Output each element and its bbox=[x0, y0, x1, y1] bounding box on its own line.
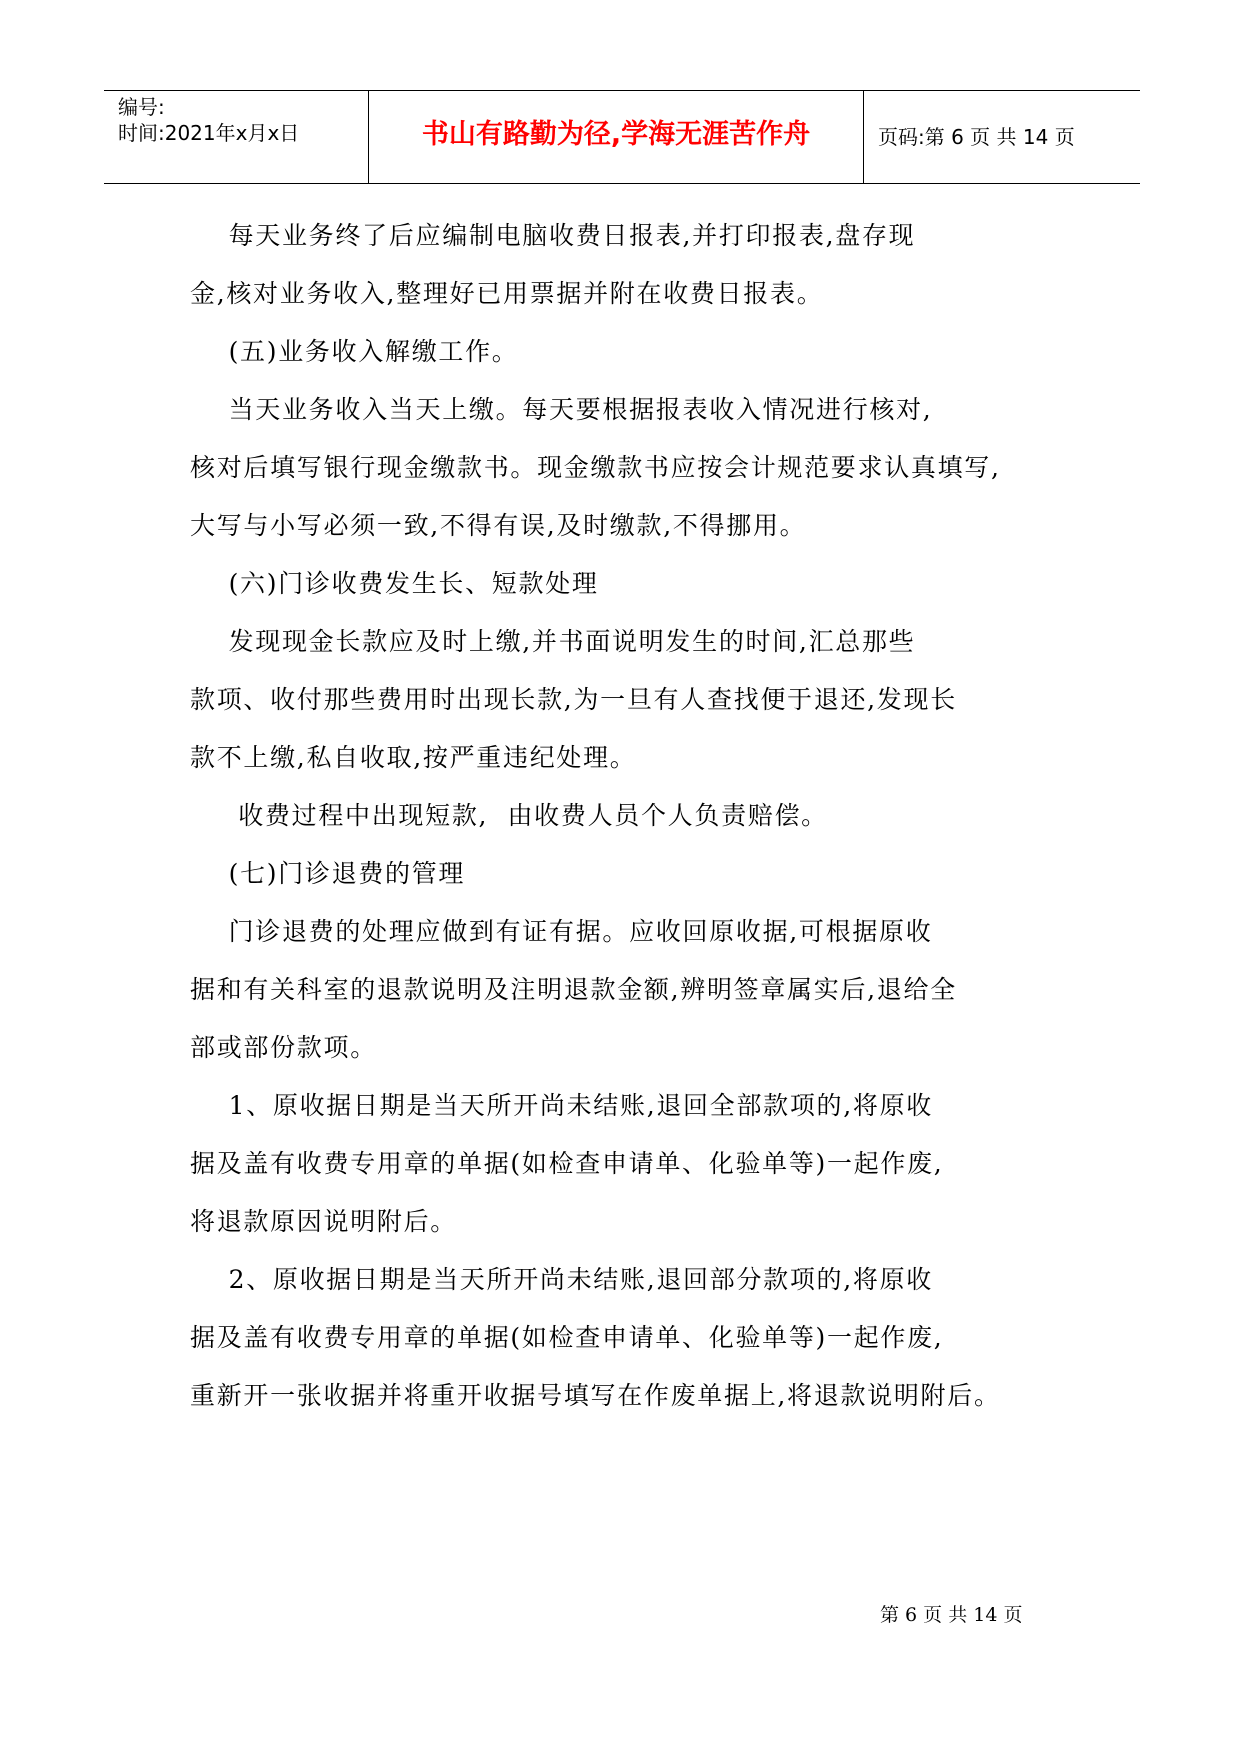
header-motto: 书山有路勤为径,学海无涯苦作舟 bbox=[421, 119, 811, 150]
header-motto-cell bbox=[369, 91, 864, 183]
body-line: 门诊退费的处理应做到有证有据。应收回原收据,可根据原收 bbox=[190, 917, 933, 946]
body-line: 2、原收据日期是当天所开尚未结账,退回部分款项的,将原收 bbox=[190, 1265, 933, 1294]
header-page-code: 页码:第 6 页 共 14 页 bbox=[878, 125, 1075, 149]
body-line: 金,核对业务收入,整理好已用票据并附在收费日报表。 bbox=[190, 279, 824, 308]
body-line: 据和有关科室的退款说明及注明退款金额,辨明签章属实后,退给全 bbox=[190, 975, 957, 1004]
body-line: 核对后填写银行现金缴款书。现金缴款书应按会计规范要求认真填写, bbox=[190, 453, 1001, 482]
section-heading: (五)业务收入解缴工作。 bbox=[190, 337, 519, 366]
body-line: 每天业务终了后应编制电脑收费日报表,并打印报表,盘存现 bbox=[190, 221, 916, 250]
body-line: 当天业务收入当天上缴。每天要根据报表收入情况进行核对, bbox=[190, 395, 933, 424]
body-line: 款项、收付那些费用时出现长款,为一旦有人查找便于退还,发现长 bbox=[190, 685, 957, 714]
body-line: 大写与小写必须一致,不得有误,及时缴款,不得挪用。 bbox=[190, 511, 807, 540]
body-line: 据及盖有收费专用章的单据(如检查申请单、化验单等)一起作废, bbox=[190, 1149, 944, 1178]
page-footer: 第 6 页 共 14 页 bbox=[880, 1604, 1023, 1626]
page-header bbox=[104, 90, 1140, 184]
body-line: 据及盖有收费专用章的单据(如检查申请单、化验单等)一起作废, bbox=[190, 1323, 944, 1352]
header-info-cell bbox=[104, 91, 369, 183]
section-heading: (六)门诊收费发生长、短款处理 bbox=[190, 569, 599, 598]
body-line: 重新开一张收据并将重开收据号填写在作废单据上,将退款说明附后。 bbox=[190, 1381, 1001, 1410]
body-line: 发现现金长款应及时上缴,并书面说明发生的时间,汇总那些 bbox=[190, 627, 916, 656]
document-time-label: 时间:2021年x月x日 bbox=[118, 121, 300, 145]
body-line: 部或部份款项。 bbox=[190, 1033, 377, 1062]
body-line: 款不上缴,私自收取,按严重违纪处理。 bbox=[190, 743, 637, 772]
body-line: 将退款原因说明附后。 bbox=[190, 1207, 458, 1236]
body-line: 收费过程中出现短款, 由收费人员个人负责赔偿。 bbox=[190, 801, 828, 830]
header-page-cell bbox=[864, 91, 1140, 183]
document-number-label: 编号: bbox=[118, 95, 165, 119]
body-line: 1、原收据日期是当天所开尚未结账,退回全部款项的,将原收 bbox=[190, 1091, 933, 1120]
section-heading: (七)门诊退费的管理 bbox=[190, 859, 466, 888]
